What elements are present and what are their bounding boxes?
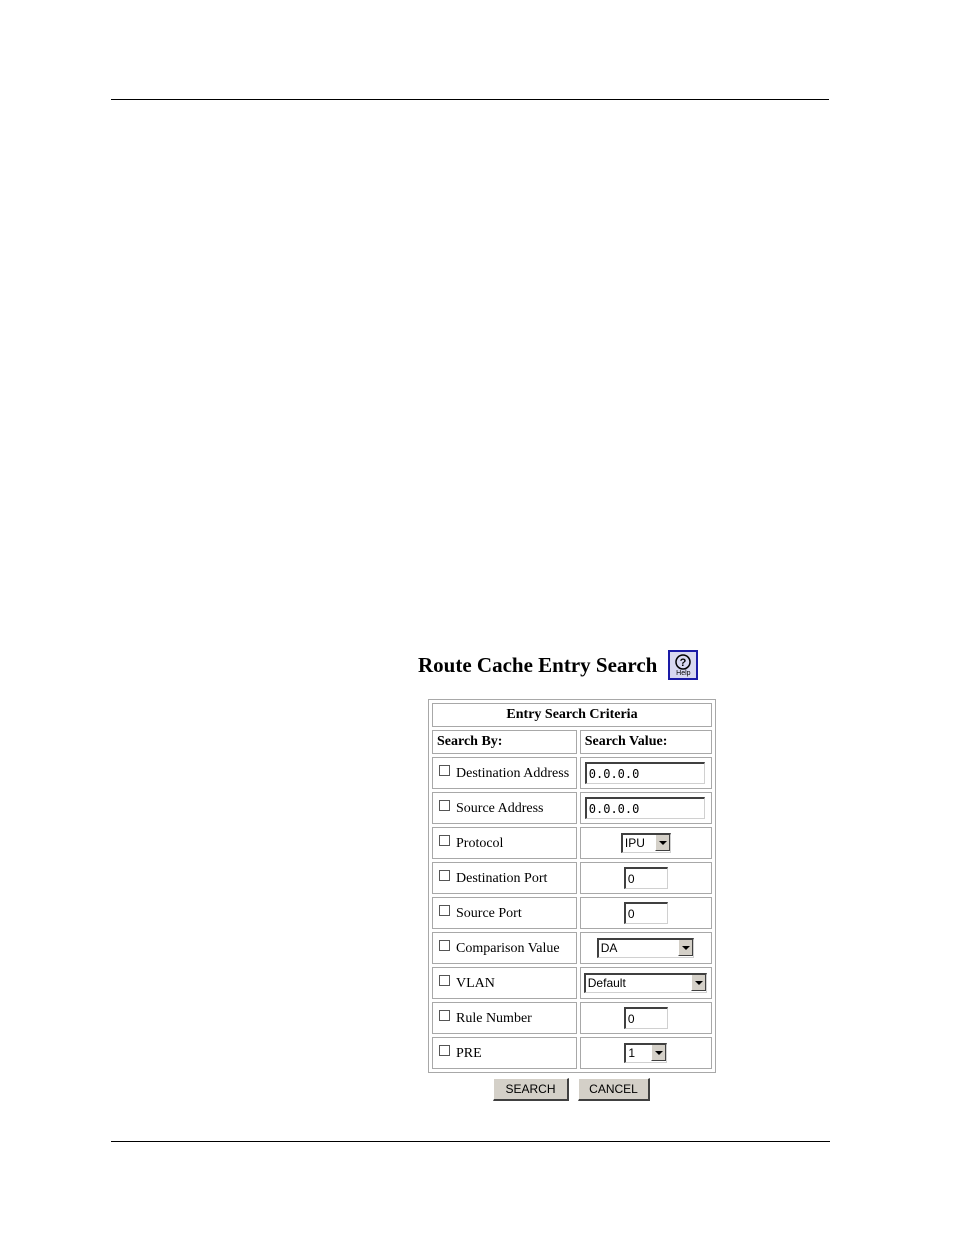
svg-text:?: ? xyxy=(679,657,687,669)
table-row xyxy=(432,827,712,859)
destination-port-input[interactable] xyxy=(624,867,668,889)
label-rule-number: Rule Number xyxy=(456,1010,532,1026)
pre-select-value: 1 xyxy=(628,1046,636,1060)
table-row xyxy=(432,932,712,964)
vlan-select-value: Default xyxy=(587,976,626,990)
label-comparison-value: Comparison Value xyxy=(456,940,560,956)
label-vlan: VLAN xyxy=(456,975,495,991)
column-header-search-value: Search Value: xyxy=(580,730,712,754)
table-row xyxy=(432,1002,712,1034)
vlan-select[interactable] xyxy=(584,973,707,993)
search-button[interactable]: SEARCH xyxy=(493,1078,569,1101)
chevron-down-icon[interactable] xyxy=(655,835,670,851)
chevron-down-icon[interactable] xyxy=(691,975,706,991)
checkbox-source-port[interactable] xyxy=(439,905,450,916)
table-row xyxy=(432,967,712,999)
protocol-select[interactable] xyxy=(621,833,671,853)
source-address-input[interactable] xyxy=(585,797,705,819)
table-row xyxy=(432,862,712,894)
checkbox-protocol[interactable] xyxy=(439,835,450,846)
rule-number-input[interactable] xyxy=(624,1007,668,1029)
comparison-value-select[interactable] xyxy=(597,938,694,958)
help-button[interactable] xyxy=(668,650,698,680)
chevron-down-icon[interactable] xyxy=(651,1045,666,1061)
checkbox-vlan[interactable] xyxy=(439,975,450,986)
header-rule xyxy=(111,99,829,100)
page-title: Route Cache Entry Search xyxy=(418,652,658,677)
chevron-down-icon[interactable] xyxy=(678,940,693,956)
checkbox-pre[interactable] xyxy=(439,1045,450,1056)
entry-search-criteria-table xyxy=(428,699,716,1073)
button-row xyxy=(493,1078,650,1101)
table-row xyxy=(432,792,712,824)
pre-select[interactable] xyxy=(624,1043,667,1063)
protocol-select-value: IPU xyxy=(624,836,645,850)
cancel-button[interactable]: CANCEL xyxy=(578,1078,650,1101)
column-header-search-by: Search By: xyxy=(432,730,577,754)
source-port-input[interactable] xyxy=(624,902,668,924)
checkbox-destination-address[interactable] xyxy=(439,765,450,776)
table-header: Entry Search Criteria xyxy=(432,703,712,727)
footer-rule xyxy=(111,1141,830,1142)
checkbox-comparison-value[interactable] xyxy=(439,940,450,951)
table-row xyxy=(432,757,712,789)
checkbox-rule-number[interactable] xyxy=(439,1010,450,1021)
table-row xyxy=(432,1037,712,1069)
label-protocol: Protocol xyxy=(456,835,504,851)
comparison-value-select-value: DA xyxy=(600,941,618,955)
checkbox-source-address[interactable] xyxy=(439,800,450,811)
destination-address-input[interactable] xyxy=(585,762,705,784)
table-row xyxy=(432,897,712,929)
title-row xyxy=(418,648,698,682)
help-label: Help xyxy=(676,670,691,677)
label-destination-port: Destination Port xyxy=(456,870,548,886)
label-destination-address: Destination Address xyxy=(456,765,570,781)
label-source-address: Source Address xyxy=(456,800,544,816)
checkbox-destination-port[interactable] xyxy=(439,870,450,881)
label-pre: PRE xyxy=(456,1045,482,1061)
label-source-port: Source Port xyxy=(456,905,522,921)
